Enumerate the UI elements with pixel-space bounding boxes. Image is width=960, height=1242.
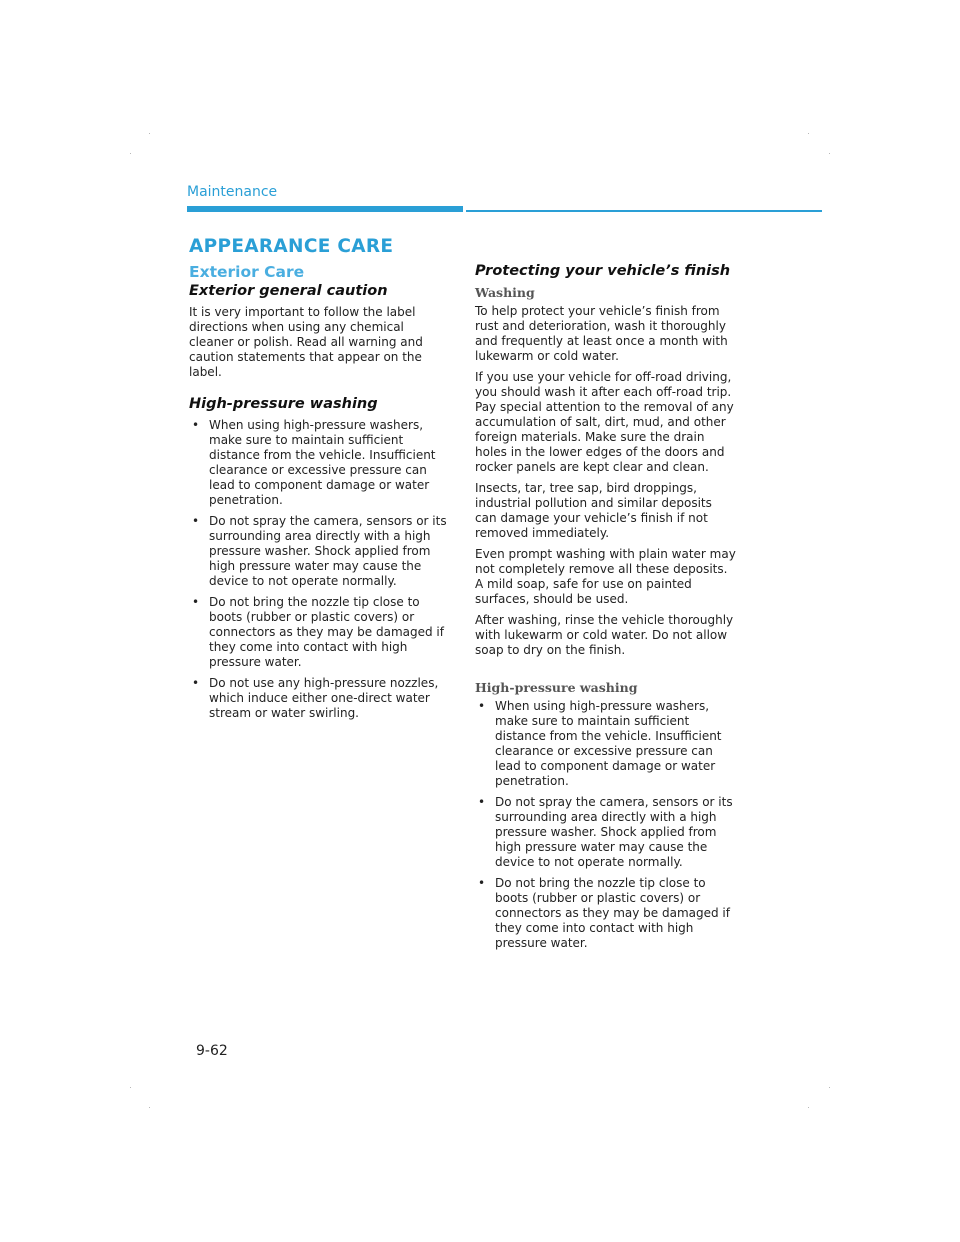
washing-paragraph: If you use your vehicle for off-road driving, you should wash it after each off-road trip. Pay special attention to the removal of any accumulation of salt, dirt, mud, and other foreign materials. Make sure the drain holes in the lower edges of the doors and rocker panels are kept clear and clean.	[475, 370, 734, 474]
right-column	[475, 263, 737, 957]
crop-mark	[149, 133, 150, 134]
caution-heading: Exterior general caution	[189, 283, 388, 299]
washing-paragraph: Insects, tar, tree sap, bird droppings, industrial pollution and similar deposits can damage your vehicle’s finish if not removed immediately.	[475, 481, 712, 540]
list-item	[189, 514, 451, 589]
washing-paragraph: To help protect your vehicle’s finish from rust and deterioration, wash it thoroughly and frequently at least once a month with lukewarm or cold water.	[475, 304, 728, 363]
running-head: Maintenance	[187, 184, 278, 200]
bullet-icon: •	[192, 514, 200, 528]
crop-mark	[829, 1087, 830, 1088]
crop-mark	[130, 153, 131, 154]
bullet-icon: •	[192, 418, 200, 432]
crop-mark	[149, 1107, 150, 1108]
hp-heading-left: High-pressure washing	[189, 396, 378, 412]
list-item	[189, 676, 451, 721]
header-rule-thick	[187, 206, 463, 212]
bullet-icon: •	[192, 676, 200, 690]
bullet-icon: •	[478, 795, 486, 809]
header-rule-thin	[466, 210, 822, 212]
finish-heading: Protecting your vehicle’s finish	[475, 263, 731, 279]
list-item	[189, 418, 451, 508]
list-item-text: Do not bring the nozzle tip close to boots (rubber or plastic covers) or connectors as they may be damaged if they come into contact with high pressure water.	[495, 876, 730, 950]
list-item	[475, 795, 737, 870]
list-item	[475, 699, 737, 789]
caution-text: It is very important to follow the label directions when using any chemical cleaner or polish. Read all warning and caution statements that appear on the label.	[189, 305, 423, 379]
crop-mark	[808, 1107, 809, 1108]
crop-mark	[829, 153, 830, 154]
hp-list-left	[189, 418, 451, 721]
washing-paragraph: After washing, rinse the vehicle thoroughly with lukewarm or cold water. Do not allow soap to dry on the finish.	[475, 613, 734, 657]
bullet-icon: •	[192, 595, 200, 609]
crop-mark	[130, 1087, 131, 1088]
hp-heading-right: High-pressure washing	[475, 680, 638, 695]
list-item-text: When using high-pressure washers, make sure to maintain sufficient distance from the vehicle. Insufficient clearance or excessive pressure can lead to component damage or water penetration.	[495, 699, 722, 788]
list-item-text: Do not bring the nozzle tip close to boots (rubber or plastic covers) or connectors as they may be damaged if they come into contact with high pressure water.	[209, 595, 444, 669]
crop-mark	[808, 133, 809, 134]
list-item-text: Do not spray the camera, sensors or its surrounding area directly with a high pressure washer. Shock applied from high pressure water may cause the device to not operate normally.	[209, 514, 447, 588]
subsection-title: Exterior Care	[189, 263, 305, 281]
list-item	[189, 595, 451, 670]
list-item-text: When using high-pressure washers, make sure to maintain sufficient distance from the vehicle. Insufficient clearance or excessive pressure can lead to component damage or water penetration.	[209, 418, 436, 507]
list-item-text: Do not spray the camera, sensors or its surrounding area directly with a high pressure washer. Shock applied from high pressure water may cause the device to not operate normally.	[495, 795, 733, 869]
washing-heading: Washing	[475, 285, 535, 300]
section-title: APPEARANCE CARE	[189, 236, 394, 257]
washing-paragraph: Even prompt washing with plain water may not completely remove all these deposits. A mild soap, safe for use on painted surfaces, should be used.	[475, 547, 736, 606]
list-item	[475, 876, 737, 951]
list-item-text: Do not use any high-pressure nozzles, which induce either one-direct water stream or water swirling.	[209, 676, 439, 720]
page-number: 9-62	[196, 1043, 228, 1059]
hp-list-right	[475, 699, 737, 951]
left-column	[189, 263, 451, 727]
bullet-icon: •	[478, 699, 486, 713]
bullet-icon: •	[478, 876, 486, 890]
